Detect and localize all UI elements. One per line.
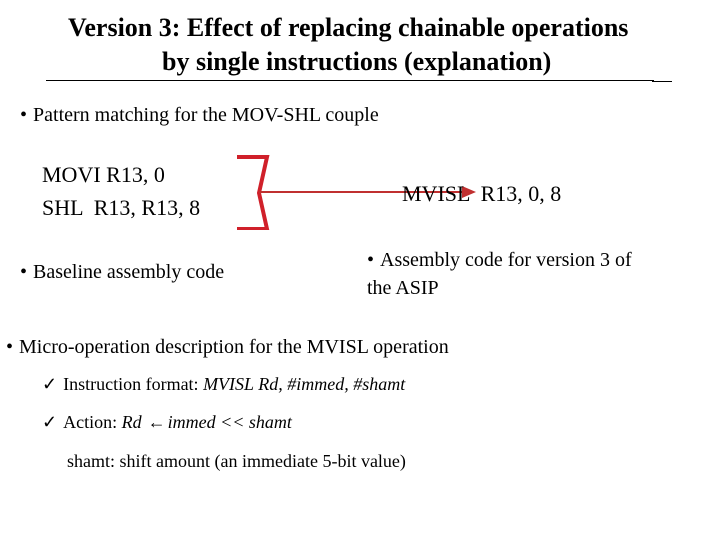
checkmark-icon: ✓ <box>42 412 58 432</box>
slide-title-line-1: Version 3: Effect of replacing chainable operations <box>68 13 629 42</box>
bullet-icon: • <box>367 249 375 271</box>
slide-title-line-2: by single instructions (explanation) <box>162 47 552 76</box>
title-underline <box>46 80 654 81</box>
action-expression: immed << shamt <box>167 412 292 432</box>
checkmark-icon: ✓ <box>42 374 58 394</box>
bullet-micro-operation-text: Micro-operation description for the MVISL operation <box>19 336 449 358</box>
bullet-icon: • <box>6 336 14 358</box>
instruction-format-item <box>42 373 405 395</box>
baseline-assembly-label <box>20 260 224 284</box>
code-line-movi: MOVI R13, 0 <box>42 162 165 187</box>
code-line-shl: SHL R13, R13, 8 <box>42 195 201 220</box>
action-rd: Rd <box>121 412 142 432</box>
bullet-icon: • <box>20 261 28 283</box>
bullet-micro-operation <box>6 335 449 359</box>
instruction-format-label: Instruction format: <box>63 374 204 394</box>
bullet-pattern-matching-text: Pattern matching for the MOV-SHL couple <box>33 104 379 126</box>
asip-assembly-label-line-1 <box>367 248 632 272</box>
instruction-format-value: MVISL Rd, #immed, #shamt <box>203 374 406 394</box>
shamt-note: shamt: shift amount (an immediate 5-bit value) <box>67 451 406 471</box>
title-underline-tail <box>652 81 672 82</box>
asip-assembly-text-1: Assembly code for version 3 of <box>380 249 632 271</box>
baseline-assembly-text: Baseline assembly code <box>33 261 225 283</box>
action-item <box>42 411 292 433</box>
mvisl-result-code: MVISL R13, 0, 8 <box>402 181 562 206</box>
bullet-icon: • <box>20 104 28 126</box>
asip-assembly-label-line-2: the ASIP <box>367 277 439 299</box>
action-label: Action: <box>63 412 122 432</box>
assign-arrow-icon: ← <box>147 412 166 432</box>
bullet-pattern-matching <box>20 103 379 127</box>
